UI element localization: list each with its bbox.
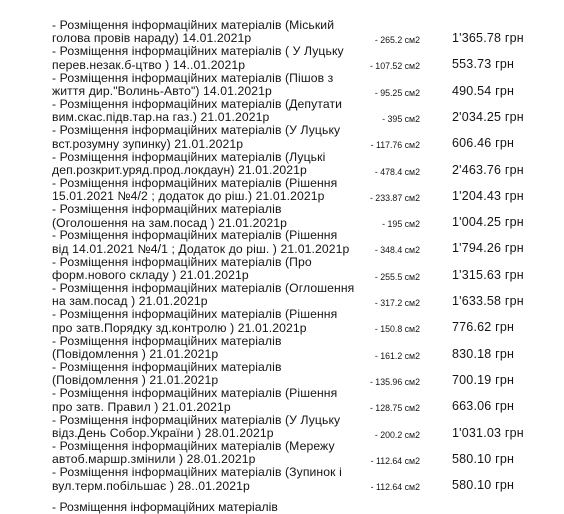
entry-price: 830.18 грн <box>452 346 515 361</box>
entry-description-line2: про затв. Правил ) 21.01.2021р <box>52 399 231 414</box>
entry-row <box>0 387 564 413</box>
entry-row <box>0 19 564 45</box>
entry-price: 553.73 грн <box>452 57 515 72</box>
cut-off-text: - Розміщення інформаційних матеріалів <box>52 500 278 514</box>
entry-area: - 200.2 см2 <box>374 429 420 440</box>
entry-description <box>52 335 352 362</box>
entry-description-line1: - Розміщення інформаційних матеріалів (Депутати <box>52 96 343 111</box>
entry-description-line2: про затв.Порядку зд.контролю ) 21.01.2021р <box>52 320 307 335</box>
entry-row <box>0 124 564 150</box>
entry-description-line1: - Розміщення інформаційних матеріалів (Рішення <box>52 175 338 190</box>
entry-description-line1: - Розміщення інформаційних матеріалів <box>52 359 282 374</box>
entry-description-line2: вим.скас.підв.тар.на газ.) 21.01.2021р <box>52 110 270 125</box>
entry-description <box>52 177 352 204</box>
entry-description-line2: від 14.01.2021 №4/1 ; Додаток до ріш. ) 21.01.2021р <box>52 241 350 256</box>
entry-description-line1: - Розміщення інформаційних матеріалів (Зупинок і <box>52 465 342 480</box>
entry-area: - 255.5 см2 <box>374 271 420 282</box>
entry-price: 1'004.25 грн <box>452 215 524 230</box>
entry-area: - 233.87 см2 <box>369 192 420 203</box>
entry-description-line2: (Повідомлення ) 21.01.2021р <box>52 347 219 361</box>
entry-price: 1'315.63 грн <box>452 267 524 282</box>
entry-description-line1: - Розміщення інформаційних матеріалів (Оглошення <box>52 281 355 295</box>
entry-description-line2: автоб.маршр.змінили ) 28.01.2021р <box>52 452 256 467</box>
entry-row <box>0 177 564 203</box>
entry-description-line2: відз.День Собор.України ) 28.01.2021р <box>52 425 274 440</box>
entry-price: 1'633.58 грн <box>452 294 524 308</box>
entry-description-line2: деп.розкрит.уряд.прод.локдаун) 21.01.2021р <box>52 162 307 177</box>
entry-area: - 265.2 см2 <box>374 35 420 45</box>
entry-price: 776.62 грн <box>452 320 515 335</box>
entry-description-line2: на зам.посад ) 21.01.2021р <box>52 294 208 309</box>
entry-description-line2: життя дир."Волинь-Авто") 14.01.2021р <box>52 84 272 98</box>
entry-area: - 150.8 см2 <box>374 324 420 335</box>
entry-description-line1: - Розміщення інформаційних матеріалів (Рішення <box>52 386 338 401</box>
entry-description-line2: голова провів нараду) 14.01.2021р <box>52 31 252 46</box>
entry-row <box>0 256 564 282</box>
entry-price: 1'794.26 грн <box>452 241 524 256</box>
entry-description-line2: форм.нового складу ) 21.01.2021р <box>52 268 249 283</box>
entry-description-line2: (Оголошення на зам.посад ) 21.01.2021р <box>52 215 288 230</box>
entry-description <box>52 203 352 230</box>
entry-row <box>0 466 564 492</box>
entry-description <box>52 281 355 309</box>
entry-area: - 195 см2 <box>382 219 420 230</box>
entry-description <box>52 98 352 125</box>
entry-price: 663.06 грн <box>452 399 515 414</box>
entry-row <box>0 308 564 334</box>
entry-description <box>52 151 352 178</box>
entry-description-line1: - Розміщення інформаційних матеріалів (Рішення <box>52 307 338 322</box>
entry-row <box>0 229 564 255</box>
entry-description <box>52 414 352 441</box>
entry-description-line1: - Розміщення інформаційних матеріалів (У Луцьку <box>52 412 341 427</box>
entry-description <box>52 124 352 151</box>
entry-row <box>0 45 564 71</box>
entry-description-line1: - Розміщення інформаційних матеріалів (Мережу <box>52 438 335 453</box>
entry-price: 2'034.25 грн <box>452 109 524 124</box>
entry-description <box>52 229 352 256</box>
entry-row <box>0 414 564 440</box>
entry-area: - 348.4 см2 <box>374 245 420 256</box>
entry-description-line1: - Розміщення інформаційних матеріалів ( У Луцьку <box>52 44 344 59</box>
entry-description-line1: - Розміщення інформаційних матеріалів (Луцькі <box>52 149 326 164</box>
entry-description-line1: - Розміщення інформаційних матеріалів (Пішов з <box>52 70 334 85</box>
entry-description-line1: - Розміщення інформаційних матеріалів (Рішення <box>52 228 338 243</box>
entry-description <box>52 466 352 493</box>
entry-area: - 161.2 см2 <box>374 350 420 361</box>
entry-price: 490.54 грн <box>452 83 515 98</box>
entry-area: - 112.64 см2 <box>370 482 420 493</box>
entry-description-line2: (Повідомлення ) 21.01.2021р <box>52 373 219 388</box>
entry-description <box>52 19 352 46</box>
entry-description <box>52 256 352 283</box>
cut-off-line <box>52 500 352 514</box>
entry-row <box>0 440 564 466</box>
entry-area: - 135.96 см2 <box>369 376 420 387</box>
entry-row <box>0 72 564 98</box>
entry-price: 580.10 грн <box>452 451 515 466</box>
entry-description-line1: - Розміщення інформаційних матеріалів (Міський <box>52 18 335 32</box>
entry-price: 700.19 грн <box>452 372 515 387</box>
entry-price: 606.46 грн <box>452 136 515 151</box>
entry-area: - 395 см2 <box>382 113 420 124</box>
entry-price: 1'031.03 грн <box>452 425 524 440</box>
entry-description <box>52 308 352 335</box>
entry-row <box>0 98 564 124</box>
entry-row <box>0 335 564 361</box>
entry-row <box>0 282 564 308</box>
entry-area: - 117.76 см2 <box>370 140 420 151</box>
entry-price: 580.10 грн <box>452 478 515 493</box>
entry-area: - 107.52 см2 <box>369 61 420 72</box>
entry-row <box>0 203 564 229</box>
entry-description <box>52 387 352 414</box>
entry-description <box>52 361 352 388</box>
entry-description-line1: - Розміщення інформаційних матеріалів <box>52 333 282 348</box>
entry-area: - 478.4 см2 <box>374 166 420 177</box>
entry-price: 1'204.43 грн <box>452 188 524 203</box>
entry-description-line2: вст.розумну зупинку) 21.01.2021р <box>52 136 244 151</box>
entry-description-line2: 15.01.2021 №4/2 ; додаток до ріш.) 21.01.2021р <box>52 189 325 204</box>
entry-price: 2'463.76 грн <box>452 162 524 177</box>
entry-area: - 128.75 см2 <box>369 403 420 414</box>
entry-description <box>52 45 352 72</box>
entry-description <box>52 72 352 99</box>
entry-description-line1: - Розміщення інформаційних матеріалів (У Луцьку <box>52 123 341 138</box>
entry-description-line1: - Розміщення інформаційних матеріалів <box>52 202 282 217</box>
entry-area: - 95.25 см2 <box>374 87 420 98</box>
entry-row <box>0 151 564 177</box>
entry-description-line2: перев.незак.б-цтво ) 14..01.2021р <box>52 57 246 72</box>
entry-row <box>0 361 564 387</box>
entry-description <box>52 440 352 467</box>
entry-area: - 112.64 см2 <box>370 455 420 466</box>
entry-description-line2: вул.терм.побільшає ) 28..01.2021р <box>52 478 250 493</box>
entry-description-line1: - Розміщення інформаційних матеріалів (Про <box>52 254 312 269</box>
entry-area: - 317.2 см2 <box>374 298 420 308</box>
entry-price: 1'365.78 грн <box>452 31 524 45</box>
